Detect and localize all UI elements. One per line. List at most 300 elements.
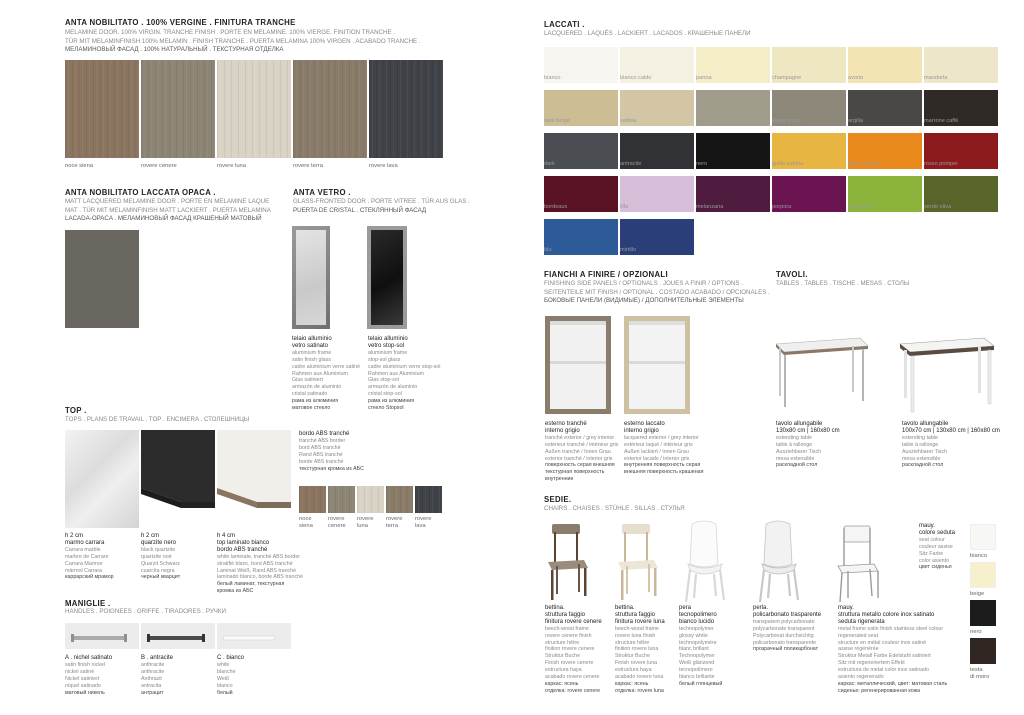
abs-swatch-word: rovere bbox=[415, 516, 432, 522]
caption-line: satin finish nickel bbox=[65, 661, 106, 668]
caption-line: cristal satinado bbox=[292, 391, 328, 398]
caption-line: seat colour bbox=[919, 536, 945, 543]
caption-line: lacquered exterior / grey interior bbox=[624, 434, 699, 441]
handle-caption-2 bbox=[217, 655, 244, 696]
caption-ru: матовое стекло bbox=[292, 405, 331, 412]
caption-line: rovere luna finish bbox=[615, 632, 656, 639]
melamine-swatch-label: rovere lava bbox=[369, 163, 398, 169]
caption-title: bianco lucido bbox=[679, 618, 715, 625]
caption-line: estructura haya bbox=[545, 667, 582, 674]
caption-line: cadre aluminium verre stop-sol bbox=[368, 363, 441, 370]
caption-line: glossy white bbox=[679, 632, 708, 639]
caption-ru: антрацит bbox=[141, 689, 164, 696]
abs-swatch-word: rovere bbox=[328, 516, 345, 522]
vetro-title: ANTA VETRO . bbox=[293, 188, 351, 197]
lacquer-swatch-label: mandorla bbox=[924, 75, 948, 81]
caption-line: color asiento bbox=[919, 557, 950, 564]
caption-line: blanc brillant bbox=[679, 646, 709, 653]
caption-title: tecnopolimero bbox=[679, 611, 717, 618]
maniglie-title: MANIGLIE . bbox=[65, 599, 111, 608]
caption-ru: прозрачный поликарбонат bbox=[753, 646, 819, 653]
table-2-image bbox=[898, 336, 998, 416]
caption-line: Glas stop-sol bbox=[368, 377, 399, 384]
caption-line: structure en métal couleur inox satiné bbox=[838, 639, 927, 646]
caption-title: bordo ABS tranché bbox=[217, 546, 268, 553]
satin-glass-panel bbox=[296, 230, 326, 325]
glass-caption-0 bbox=[292, 336, 360, 412]
melamine-swatch-4 bbox=[369, 60, 443, 158]
lacquer-swatch-label: pompelmo bbox=[848, 204, 875, 210]
caption-title: struttura metallo colore inox satinato bbox=[838, 611, 935, 618]
caption-ru: раскладной стол bbox=[902, 462, 944, 469]
caption-line: table à rallonge bbox=[776, 441, 813, 448]
chair-bettina-cenere bbox=[542, 522, 594, 602]
caption-line: extending table bbox=[902, 434, 938, 441]
lacquer-swatch-3-1 bbox=[620, 176, 694, 212]
caption-line: estructura de metal color inox satinado bbox=[838, 667, 929, 674]
caption-line: Carrara marble bbox=[65, 546, 101, 553]
chair-mauy bbox=[832, 524, 884, 604]
fianchi-title: FIANCHI A FINIRE / OPZIONALI bbox=[544, 270, 668, 279]
caption-line: tecnopolímero bbox=[679, 667, 713, 674]
caption-line: Sitz mit regeneriertem Effekt bbox=[838, 660, 905, 667]
caption-line: Polycarbonat durchsichtig bbox=[753, 632, 814, 639]
caption-line: Struktur Buche bbox=[545, 653, 581, 660]
abs-swatch-word: terra bbox=[386, 522, 398, 529]
caption-title: telaio alluminio bbox=[368, 336, 408, 342]
sedie-desc: CHAIRS . CHAISES . STÜHLE . SILLAS . СТУЛЬЯ bbox=[544, 505, 685, 512]
caption-line: rovere cenere finish bbox=[545, 632, 592, 639]
lacquer-swatch-label: argilla bbox=[848, 118, 863, 124]
caption-title: bettina. bbox=[615, 605, 635, 611]
caption-line: extérieur tranché / intérieur gris bbox=[545, 441, 619, 448]
caption-line: blanco bbox=[217, 682, 233, 689]
caption-line: níquel satinado bbox=[65, 682, 101, 689]
maniglie-desc: HANDLES . POIGNEES . GRIFFE . TIRADORES . РУЧКИ bbox=[65, 608, 226, 615]
caption-ru: поверхность серая внешняя bbox=[545, 462, 615, 469]
caption-line: Außen tranché / Innen Grau bbox=[545, 448, 611, 455]
caption-line: white bbox=[217, 661, 230, 668]
caption-line: cadre aluminium verre satiné bbox=[292, 363, 361, 370]
glass-caption-1 bbox=[368, 336, 440, 412]
lacquer-swatch-label: mirtillo bbox=[620, 247, 637, 253]
abs-swatch-label bbox=[328, 516, 355, 529]
chair-pera-shape bbox=[678, 520, 730, 604]
caption-line: estructura haya bbox=[615, 667, 652, 674]
anta-nobilitato-title: ANTA NOBILITATO . 100% VERGINE . FINITURA TRANCHE bbox=[65, 18, 296, 27]
caption-ru: текстурная поверхность bbox=[545, 469, 605, 476]
seat-swatch-label bbox=[970, 553, 987, 560]
cabinet-tranche-shape bbox=[545, 316, 611, 414]
caption-title: policarbonato trasparente bbox=[753, 611, 822, 618]
caption-title: bordo ABS tranché bbox=[299, 431, 350, 437]
caption-line: Ausziehbarer Tisch bbox=[902, 448, 948, 455]
caption-ru: отделка: rovere cenere bbox=[545, 687, 601, 694]
seat-swatch-word: testa bbox=[970, 667, 983, 673]
caption-ru: каркас: ясень bbox=[545, 680, 579, 687]
caption-title: telaio alluminio bbox=[292, 336, 332, 342]
desc-line: LACADA-OPACA . МЕЛАМИНОВЫЙ ФАСАД КРАШЕНЫЙ МАТОВЫЙ bbox=[65, 215, 262, 223]
cabinet-lacquered-shape bbox=[624, 316, 690, 414]
abs-swatch-word: rovere bbox=[386, 516, 403, 522]
caption-line: exterior tranché / interior gris bbox=[545, 455, 613, 462]
cabinet-lacquered bbox=[624, 316, 690, 414]
caption-title: vetro stop-sol bbox=[368, 342, 405, 349]
abs-swatch-label bbox=[386, 516, 413, 529]
abs-swatch-label bbox=[299, 516, 326, 529]
caption-ru: черный кварцит bbox=[141, 574, 181, 581]
caption-line: beech-wood frame bbox=[545, 625, 589, 632]
laccata-title: ANTA NOBILITATO LACCATA OPACA . bbox=[65, 188, 216, 197]
caption-line: Weiß glänzend bbox=[679, 660, 715, 667]
caption-line: tranché ABS border bbox=[299, 437, 346, 444]
handle-a-shape bbox=[65, 623, 139, 649]
caption-title: seduta rigenerata bbox=[838, 618, 885, 625]
abs-swatch-word: noce bbox=[299, 516, 312, 522]
handle-a-image bbox=[65, 623, 139, 649]
chair-caption-0 bbox=[545, 605, 602, 695]
caption-ru: внутренняя поверхность серая bbox=[624, 462, 701, 469]
caption-line: transparent polycarbonate bbox=[753, 618, 815, 625]
abs-swatch-0 bbox=[299, 486, 326, 513]
side-caption-1 bbox=[624, 421, 703, 476]
caption-line: marbre de Carrare bbox=[65, 553, 109, 560]
caption-title: A . nichel satinato bbox=[65, 655, 113, 661]
seat-swatch-2 bbox=[970, 600, 996, 626]
seat-swatch-1 bbox=[970, 562, 996, 588]
caption-line: finition rovere luna bbox=[615, 646, 659, 653]
desc-line: MELAMINE DOOR. 100% VIRGIN. TRANCHE FINISH . PORTE EN MELAMINE. 100% VIERGE. FINITION TRANCHE . bbox=[65, 29, 396, 36]
seat-swatch-label bbox=[970, 591, 984, 598]
caption-line: table à rallonge bbox=[902, 441, 939, 448]
seat-swatch-word: bianco bbox=[970, 553, 988, 559]
lacquer-swatch-label: bianco bbox=[544, 75, 561, 81]
lacquer-swatch-label: bianco caldo bbox=[620, 75, 652, 81]
abs-caption bbox=[299, 431, 364, 472]
caption-title: 100x70 cm | 130x80 cm | 160x80 cm bbox=[902, 427, 1000, 434]
lacquer-swatch-label: dark bbox=[544, 161, 555, 167]
table-1-image bbox=[774, 336, 869, 416]
fianchi-desc bbox=[544, 280, 770, 306]
desc-line: TÜR MIT MELAMINFINISH 100% MELAMIN . FINISH TRANCHE . PUERTA MELAMINA 100% VIRGEN . ACABADO TRANCHE . bbox=[65, 37, 421, 45]
caption-title: tavolo allungabile bbox=[776, 421, 823, 427]
caption-title: interno grigio bbox=[545, 427, 580, 434]
caption-line: regenerated seat bbox=[838, 632, 879, 639]
caption-line: laminado blanco, borde ABS tranché bbox=[217, 574, 303, 581]
caption-line: aluminium frame bbox=[292, 349, 332, 356]
caption-line: satin finish glass bbox=[292, 356, 331, 363]
chair-bettina-cenere-shape bbox=[542, 522, 594, 602]
caption-line: borde ABS tranché bbox=[299, 458, 344, 465]
caption-line: Weiß bbox=[217, 675, 230, 682]
caption-line: mesa extensible bbox=[776, 455, 815, 462]
abs-swatch-label bbox=[415, 516, 442, 529]
caption-line: extérieur laqué / intérieur gris bbox=[624, 441, 693, 448]
seat-caption bbox=[919, 523, 955, 571]
desc-line: FINISHING SIDE PANELS / OPTIONALS . JOUES A FINIR / OPTIONS . bbox=[544, 280, 743, 287]
caption-title: esterno laccato bbox=[624, 421, 665, 427]
caption-ru: отделка: rovere luna bbox=[615, 687, 664, 694]
top-desc: TOPS . PLANS DE TRAVAIL . TOP . ENCIMERA . СТОЛЕШНИЦЫ bbox=[65, 416, 250, 423]
melamine-swatch-label: noce siena bbox=[65, 163, 94, 169]
caption-line: anthracite bbox=[141, 661, 165, 668]
lacquer-swatch-label: lilla bbox=[620, 204, 629, 210]
lacquer-swatch-label: porpora bbox=[772, 204, 792, 210]
caption-title: marmo carrara bbox=[65, 539, 105, 546]
table-1-shape bbox=[774, 336, 869, 416]
lacquer-swatch-label: bordeaux bbox=[544, 204, 568, 210]
abs-swatch-label bbox=[357, 516, 384, 529]
chair-perla bbox=[752, 520, 804, 604]
caption-line: Struktur Buche bbox=[615, 653, 651, 660]
caption-ru: белый bbox=[217, 689, 233, 696]
lacquer-swatch-2-0 bbox=[544, 133, 618, 169]
top-caption-2 bbox=[217, 533, 303, 595]
caption-title: quarzite nero bbox=[141, 539, 177, 546]
caption-title: tavolo allungabile bbox=[902, 421, 949, 427]
caption-line: Finish rovere luna bbox=[615, 660, 658, 667]
lacquer-swatch-label: verde oliva bbox=[924, 204, 952, 210]
caption-line: armazón de aluminio bbox=[368, 384, 418, 391]
caption-line: stratifié blanc, bord ABS tranché bbox=[217, 560, 293, 567]
caption-title: top laminato bianco bbox=[217, 539, 270, 546]
handle-c-shape bbox=[217, 623, 291, 649]
table-caption-1 bbox=[902, 421, 1000, 469]
caption-title: mauy. bbox=[838, 605, 854, 611]
laminate-top-shape bbox=[217, 430, 291, 528]
caption-title: colore seduta bbox=[919, 529, 956, 536]
abs-swatch-2 bbox=[357, 486, 384, 513]
chair-mauy-shape bbox=[832, 524, 884, 604]
quartzite-top-shape bbox=[141, 430, 215, 528]
chair-caption-1 bbox=[615, 605, 665, 695]
handle-b-shape bbox=[141, 623, 215, 649]
lacquer-swatch-label: sabbia bbox=[620, 118, 637, 124]
marble-carrara-swatch bbox=[65, 430, 139, 528]
caption-line: cuarcita negra bbox=[141, 567, 175, 574]
caption-line: Rand ABS tranché bbox=[299, 451, 343, 458]
matt-lacquered-swatch bbox=[65, 230, 139, 328]
caption-line: Außen lackiert / Innen Grau bbox=[624, 448, 689, 455]
caption-line: stop-sol glass bbox=[368, 356, 401, 363]
caption-line: exterior lacado / interior gris bbox=[624, 455, 690, 462]
chair-caption-2 bbox=[679, 605, 722, 688]
melamine-swatch-label: rovere cenere bbox=[141, 163, 177, 169]
caption-line: policarbonato transparente bbox=[753, 639, 817, 646]
caption-title: mauy. bbox=[919, 523, 935, 529]
caption-line: structure hêtre bbox=[615, 639, 650, 646]
lacquer-swatch-label: blu bbox=[544, 247, 552, 253]
caption-line: anthracite bbox=[141, 668, 165, 675]
caption-line: blanco brillante bbox=[679, 674, 715, 681]
desc-line: MAT . TÜR MIT MELAMINFINISH MATT LACKIERT . PUERTA MELAMINA bbox=[65, 206, 271, 214]
caption-ru: каркас: ясень bbox=[615, 680, 649, 687]
desc-line: GLASS-FRONTED DOOR . PORTE VITREE . TÜR AUS GLAS . bbox=[293, 198, 470, 205]
tavoli-desc: TABLES . TABLES . TISCHE . MESAS . СТОЛЫ bbox=[776, 280, 910, 287]
abs-swatch-word: cenere bbox=[328, 522, 346, 529]
caption-line: finition rovere cenere bbox=[545, 646, 595, 653]
lacquer-swatch-label: avorio bbox=[848, 75, 864, 81]
caption-line: couleur assise bbox=[919, 543, 953, 550]
caption-line: Rahmen aus Aluminium bbox=[292, 370, 348, 377]
caption-line: asiento regenerado bbox=[838, 674, 884, 681]
caption-line: Sitz Farbe bbox=[919, 550, 944, 557]
caption-title: h 2 cm bbox=[141, 533, 160, 539]
anta-nobilitato-desc bbox=[65, 29, 421, 55]
caption-line: metal frame satin finish stainless steel colour bbox=[838, 625, 944, 632]
seat-swatch-0 bbox=[970, 524, 996, 550]
caption-line: acabado rovere cenere bbox=[545, 674, 600, 681]
glass-door-satin bbox=[292, 226, 330, 329]
lacquer-swatch-4-0 bbox=[544, 219, 618, 255]
abs-swatch-1 bbox=[328, 486, 355, 513]
caption-line: Ausziehbarer Tisch bbox=[776, 448, 822, 455]
lacquer-swatch-label: giallo sabbia bbox=[772, 161, 804, 167]
caption-line: mesa extensible bbox=[902, 455, 941, 462]
caption-ru: текстурная кромка из АБС bbox=[299, 465, 364, 472]
caption-line: Finish rovere cenere bbox=[545, 660, 594, 667]
desc-line: MATT LACQUERED MELAMINE DOOR . PORTE EN MELAMINE LAQUE bbox=[65, 198, 270, 205]
caption-title: finitura rovere luna bbox=[615, 618, 665, 625]
caption-title: 130x80 cm | 160x80 cm bbox=[776, 427, 840, 434]
caption-line: antracita bbox=[141, 682, 162, 689]
caption-line: assise régénérée bbox=[838, 646, 879, 653]
abs-swatch-word: siena bbox=[299, 522, 313, 529]
abs-swatch-word: lava bbox=[415, 522, 426, 529]
caption-title: perla. bbox=[753, 605, 769, 611]
seat-swatch-word: di moro bbox=[970, 673, 990, 680]
top-caption-0 bbox=[65, 533, 114, 581]
caption-title: finitura rovere cenere bbox=[545, 618, 602, 625]
lacquer-swatch-label: rosso pompei bbox=[924, 161, 958, 167]
caption-title: struttura faggio bbox=[545, 611, 586, 618]
lacquer-swatch-label: beige grigio bbox=[772, 118, 801, 124]
lacquer-swatch-label: panna bbox=[696, 75, 712, 81]
lacquer-swatch-label: giallo melone bbox=[848, 161, 881, 167]
table-2-shape bbox=[898, 336, 998, 416]
seat-swatch-word: nero bbox=[970, 629, 982, 635]
caption-line: Laminat Weiß, Rand ABS tranché bbox=[217, 567, 297, 574]
caption-title: pera bbox=[679, 605, 692, 611]
caption-line: Nickel satiniert bbox=[65, 675, 100, 682]
caption-title: struttura faggio bbox=[615, 611, 656, 618]
melamine-swatch-1 bbox=[141, 60, 215, 158]
melamine-swatch-3 bbox=[293, 60, 367, 158]
top-caption-1 bbox=[141, 533, 180, 581]
melamine-swatch-label: rovere terra bbox=[293, 163, 323, 169]
lacquer-swatch-label: dark beige bbox=[544, 118, 571, 124]
chair-pera bbox=[678, 520, 730, 604]
chair-bettina-luna bbox=[612, 522, 664, 602]
melamine-swatch-2 bbox=[217, 60, 291, 158]
seat-swatch-label bbox=[970, 667, 989, 680]
caption-ru: матовый никель bbox=[65, 689, 105, 696]
caption-line: nickel satiné bbox=[65, 668, 95, 675]
melamine-swatch-label: rovere luna bbox=[217, 163, 247, 169]
abs-swatch-3 bbox=[386, 486, 413, 513]
caption-line: bord ABS tranché bbox=[299, 444, 341, 451]
caption-line: extending table bbox=[776, 434, 812, 441]
lacquer-swatch-label: nero bbox=[696, 161, 708, 167]
abs-swatch-word: rovere bbox=[357, 516, 374, 522]
tavoli-title: TAVOLI. bbox=[776, 270, 808, 279]
side-caption-0 bbox=[545, 421, 618, 483]
lacquer-swatch-label: antracite bbox=[620, 161, 642, 167]
caption-line: armazón de aluminio bbox=[292, 384, 342, 391]
cabinet-tranche bbox=[545, 316, 611, 414]
caption-line: technopolymère bbox=[679, 639, 717, 646]
laccati-title: LACCATI . bbox=[544, 20, 585, 29]
vetro-desc bbox=[293, 198, 470, 215]
handle-b-image bbox=[141, 623, 215, 649]
caption-title: C . bianco bbox=[217, 655, 245, 661]
desc-line: SEITENTEILE MIT FINISH / OPTIONAL . COSTADO ACABADO / OPCIONALES . bbox=[544, 288, 770, 296]
caption-ru: цвет сиденья bbox=[919, 564, 952, 571]
quartzite-nero-swatch bbox=[141, 430, 215, 528]
handle-c-image bbox=[217, 623, 291, 649]
caption-line: Struktur Metall Farbe Edelstahl satiniert bbox=[838, 653, 931, 660]
sedie-title: SEDIE. bbox=[544, 495, 572, 504]
caption-line: Quarzit Schwarz bbox=[141, 560, 180, 567]
lacquer-swatch-label: terra bbox=[696, 118, 708, 124]
caption-line: Carrara Marmor bbox=[65, 560, 103, 567]
caption-line: aluminium frame bbox=[368, 349, 408, 356]
caption-line: quartzite noir bbox=[141, 553, 172, 560]
chair-caption-3 bbox=[753, 605, 821, 653]
caption-line: technopolymer bbox=[679, 625, 714, 632]
caption-ru: сиденье: регенерированная кожа bbox=[838, 687, 921, 694]
lacquer-swatch-label: melanzana bbox=[696, 204, 724, 210]
seat-swatch-3 bbox=[970, 638, 996, 664]
lacquer-swatch-label: marrone caffè bbox=[924, 118, 959, 124]
laminate-white-swatch bbox=[217, 430, 291, 528]
laccata-desc bbox=[65, 198, 271, 224]
caption-line: Glas satiniert bbox=[292, 377, 323, 384]
laccati-desc: LACQUERED . LAQUÉS . LACKIERT . LACADOS . КРАШЕНЫЕ ПАНЕЛИ bbox=[544, 30, 751, 37]
caption-line: Technopolymer bbox=[679, 653, 715, 660]
caption-title: h 4 cm bbox=[217, 533, 236, 539]
handle-caption-1 bbox=[141, 655, 173, 696]
caption-line: blanche bbox=[217, 668, 236, 675]
caption-title: vetro satinato bbox=[292, 342, 329, 349]
caption-ru: белый ламинат, текстурная bbox=[217, 581, 285, 588]
abs-swatch-4 bbox=[415, 486, 442, 513]
table-caption-0 bbox=[776, 421, 840, 469]
caption-title: interno grigio bbox=[624, 427, 659, 434]
handle-caption-0 bbox=[65, 655, 112, 696]
caption-ru: кромка из АБС bbox=[217, 588, 254, 595]
caption-line: Rahmen aus Aluminium bbox=[368, 370, 424, 377]
caption-line: polycarbonate transparent bbox=[753, 625, 815, 632]
lacquer-swatch-label: champagne bbox=[772, 75, 802, 81]
chair-bettina-luna-shape bbox=[612, 522, 664, 602]
stopsol-glass-panel bbox=[371, 230, 403, 325]
caption-ru: рама из алюминия bbox=[368, 398, 415, 405]
caption-line: structure hêtre bbox=[545, 639, 580, 646]
caption-line: black quartzite bbox=[141, 546, 176, 553]
desc-line: БОКОВЫЕ ПАНЕЛИ (ВИДИМЫЕ) / ДОПОЛНИТЕЛЬНЫЕ ЭЛЕМЕНТЫ bbox=[544, 297, 744, 305]
caption-line: cristal stop-sol bbox=[368, 391, 402, 398]
caption-ru: внешняя поверхность крашеная bbox=[624, 469, 704, 476]
caption-ru: каррарский мрамор bbox=[65, 574, 114, 581]
top-title: TOP . bbox=[65, 406, 87, 415]
seat-swatch-label bbox=[970, 629, 982, 636]
caption-ru: каркас: металлический, цвет: матовая сталь bbox=[838, 680, 948, 687]
abs-swatch-word: luna bbox=[357, 522, 368, 529]
caption-line: acabado rovere luna bbox=[615, 674, 664, 681]
glass-door-stopsol bbox=[367, 226, 407, 329]
caption-ru: раскладной стол bbox=[776, 462, 818, 469]
